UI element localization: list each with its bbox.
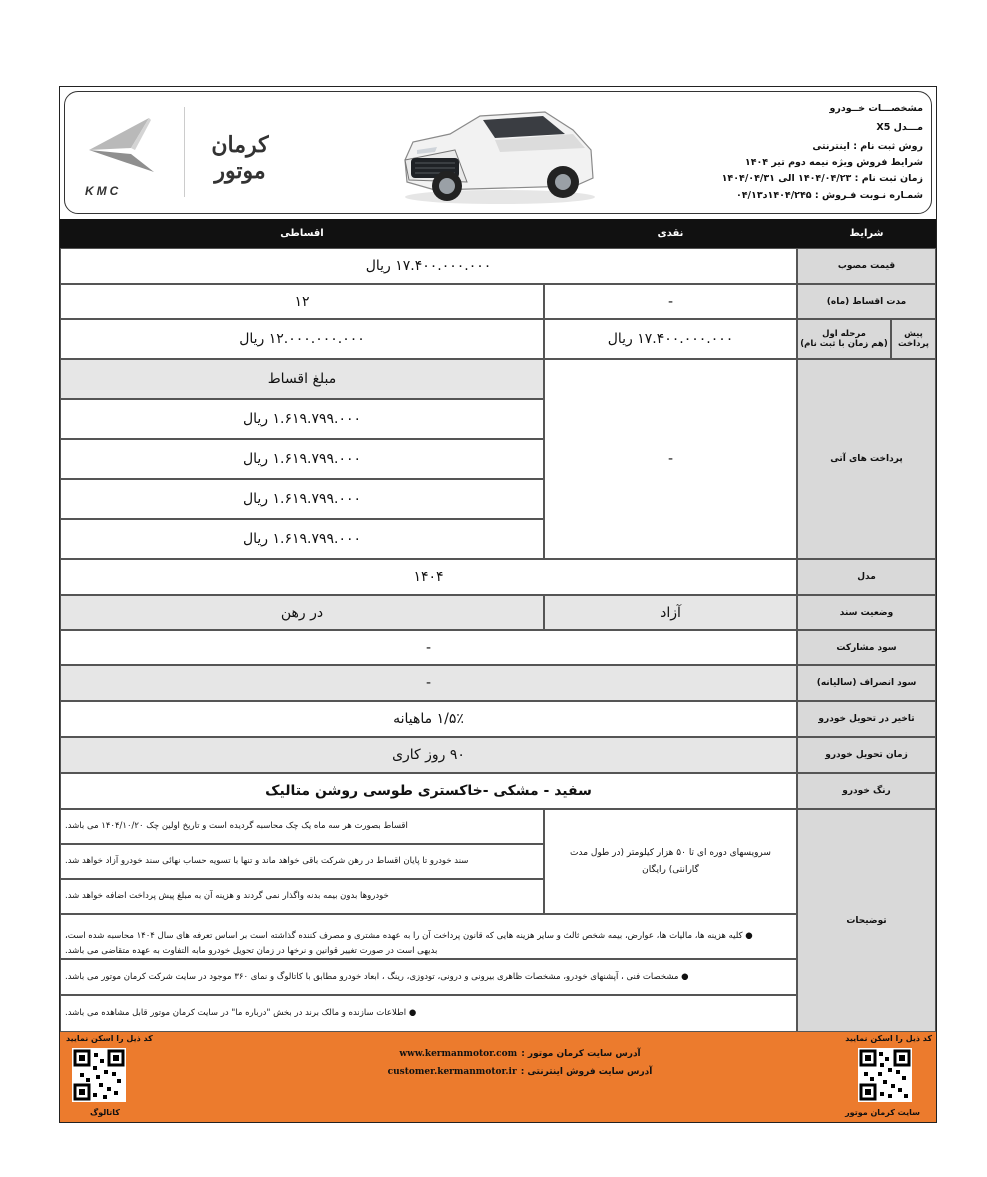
- registration-time: زمان ثبت نام : ۱۴۰۴/۰۴/۲۳ الی ۱۴۰۴/۰۴/۳۱: [721, 173, 923, 184]
- note-costs: [60, 914, 797, 959]
- note-document-mortgage: سند خودرو تا پایان اقساط در رهن شرکت باقی خواهد ماند و تنها با تسویه حساب نهائی سند خودرو آزاد خواهد شد.: [60, 844, 544, 879]
- qr-code-site-icon[interactable]: [858, 1048, 912, 1102]
- price-sheet: [59, 86, 937, 1123]
- site-address-label: آدرس سایت کرمان موتور :: [521, 1049, 641, 1059]
- installment-period-label: مدت اقساط (ماه): [797, 284, 936, 319]
- scan-hint-right: کد ذیل را اسکن نمایید: [845, 1034, 932, 1043]
- participation-profit-value: -: [60, 630, 797, 665]
- delivery-time-value: ۹۰ روز کاری: [60, 737, 797, 773]
- prepayment-cash: ۱۷.۴۰۰.۰۰۰.۰۰۰ ریال: [544, 319, 797, 359]
- note-costs-line-2: بدیهی است در صورت تغییر قوانین و نرخها در زمان تحویل خودرو مابه التفاوت به عهده متقاضی می باشد.: [65, 945, 438, 956]
- note-installment-schedule: اقساط بصورت هر سه ماه یک چک محاسبه گردیده است و تاریخ اولین چک ۱۴۰۴/۱۰/۲۰ می باشد.: [60, 809, 544, 844]
- installment-amount-header: مبلغ اقساط: [60, 359, 544, 399]
- cancellation-profit-value: -: [60, 665, 797, 701]
- shop-url-link[interactable]: customer.kermanmotor.ir: [387, 1067, 517, 1077]
- note-specifications: ● مشخصات فنی ، آپشنهای خودرو، مشخصات ظاهری بیرونی و درونی، تودوزی، رینگ ، ابعاد خودرو مطابق با کاتالوگ و نمای ۳۶۰ موجود در سایت شرکت کرمان موتور می باشد.: [60, 959, 797, 995]
- car-image: [395, 100, 600, 208]
- shop-address-line: [370, 1067, 670, 1083]
- sale-conditions: شرایط فروش ویژه نیمه دوم تیر ۱۴۰۴: [744, 157, 923, 168]
- footer-bar: [60, 1032, 936, 1122]
- prepayment-stage-sub: (هم زمان با ثبت نام): [800, 339, 888, 349]
- installment-amount-2: ۱.۶۱۹.۷۹۹.۰۰۰ ریال: [60, 439, 544, 479]
- sale-number: شمـاره نـوبت فـروش : ۱۴۰۴/۲۴۵د۰۴/۱۳: [735, 190, 923, 201]
- shop-address-label: آدرس سایت فروش اینترنتی :: [520, 1067, 653, 1077]
- col-installment-header: اقساطی: [60, 219, 544, 248]
- qr-catalog-caption: کاتالوگ: [90, 1108, 120, 1117]
- installment-amount-4: ۱.۶۱۹.۷۹۹.۰۰۰ ریال: [60, 519, 544, 559]
- approved-price-value: ۱۷.۴۰۰.۰۰۰.۰۰۰ ریال: [60, 248, 797, 284]
- brand-name-fa: کرمان موتور: [211, 132, 269, 184]
- site-address-line: [370, 1049, 670, 1065]
- installment-amount-3: ۱.۶۱۹.۷۹۹.۰۰۰ ریال: [60, 479, 544, 519]
- model-label: مدل: [797, 559, 936, 595]
- kmc-logo-text: KMC: [85, 184, 122, 198]
- model-value: ۱۴۰۴: [60, 559, 797, 595]
- scan-hint-left: کد ذیل را اسکن نمایید: [66, 1034, 153, 1043]
- site-url-link[interactable]: www.kermanmotor.com: [399, 1049, 518, 1059]
- qr-code-catalog-icon[interactable]: [72, 1048, 126, 1102]
- col-conditions-header: شرایط: [797, 219, 936, 248]
- model-line: مـــدل X5: [876, 122, 923, 133]
- cancellation-profit-label: سود انصراف (سالیانه): [797, 665, 936, 701]
- installment-period-cash: -: [544, 284, 797, 319]
- prepayment-label: پیش پرداخت: [891, 319, 936, 359]
- qr-site-caption: سایت کرمان موتور: [845, 1108, 920, 1117]
- delivery-time-label: زمان تحویل خودرو: [797, 737, 936, 773]
- header-box: [64, 91, 932, 214]
- brand-divider: [184, 107, 185, 197]
- participation-profit-label: سود مشارکت: [797, 630, 936, 665]
- approved-price-label: قیمت مصوب: [797, 248, 936, 284]
- document-status-cash: آزاد: [544, 595, 797, 630]
- note-free-service: سرویسهای دوره ای تا ۵۰ هزار کیلومتر (در طول مدت گارانتی) رایگان: [544, 809, 797, 914]
- prepayment-stage-label: مرحله اول: [822, 329, 866, 339]
- prepayment-installment: ۱۲.۰۰۰.۰۰۰.۰۰۰ ریال: [60, 319, 544, 359]
- car-color-label: رنگ خودرو: [797, 773, 936, 809]
- notes-label: توضیحات: [797, 809, 936, 1032]
- future-payments-label: پرداخت های آتی: [797, 359, 936, 559]
- delivery-delay-value: ۱/۵٪ ماهیانه: [60, 701, 797, 737]
- kmc-logo-icon: [79, 110, 174, 190]
- delivery-delay-label: تاخیر در تحویل خودرو: [797, 701, 936, 737]
- note-body-insurance: خودروها بدون بیمه بدنه واگذار نمی گردند و هزینه آن به مبلغ پیش پرداخت اضافه خواهد شد.: [60, 879, 544, 914]
- document-status-installment: در رهن: [60, 595, 544, 630]
- document-status-label: وضعیت سند: [797, 595, 936, 630]
- car-color-value: سفید - مشکی -خاکستری طوسی روشن متالیک: [60, 773, 797, 809]
- note-manufacturer-info: ● اطلاعات سازنده و مالک برند در بخش "درباره ما" در سایت کرمان موتور قابل مشاهده می باشد.: [60, 995, 797, 1032]
- installment-amount-1: ۱.۶۱۹.۷۹۹.۰۰۰ ریال: [60, 399, 544, 439]
- prepayment-stage: [797, 319, 891, 359]
- specs-title: مشخصـــات خــودرو: [829, 103, 923, 114]
- future-payments-cash: -: [544, 359, 797, 559]
- note-costs-line-1: ● کلیه هزینه ها، مالیات ها، عوارض، بیمه شخص ثالث و سایر هزینه هایی که قانون پرداخت آن را به عهده مشتری و مصرف کننده گذاشته است بر اساس تعرفه های سال ۱۴۰۴ محاسبه شده است،: [65, 931, 753, 942]
- col-cash-header: نقدی: [544, 219, 797, 248]
- installment-period-installment: ۱۲: [60, 284, 544, 319]
- registration-method: روش ثبت نام : اینترنتی: [812, 141, 923, 152]
